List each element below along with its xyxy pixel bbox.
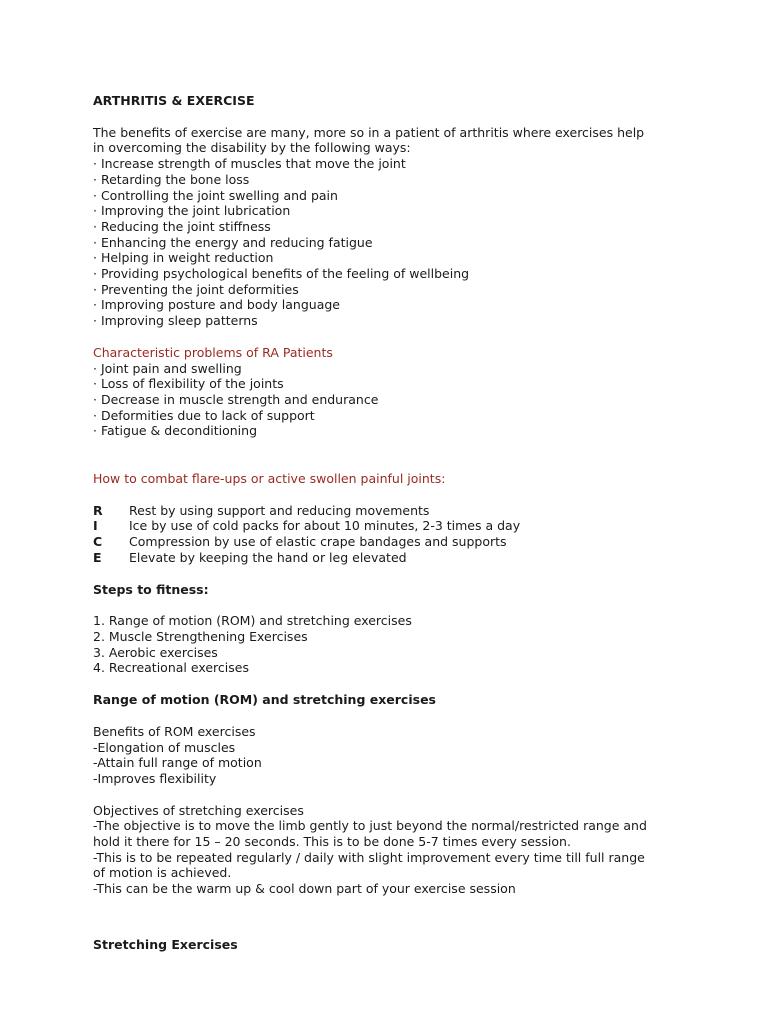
intro-line-2: in overcoming the disability by the following ways: [93,140,411,156]
rice-text: Elevate by keeping the hand or leg elevated [129,549,407,565]
rice-letter: R [93,502,103,518]
list-item: -Attain full range of motion [93,755,262,771]
list-item: · Improving posture and body language [93,297,340,313]
rice-text: Compression by use of elastic crape bandages and supports [129,534,507,550]
list-item: · Increase strength of muscles that move the joint [93,156,406,172]
objective-line: -This can be the warm up & cool down part of your exercise session [93,881,516,897]
rice-row [93,518,733,534]
benefits-list [93,156,733,329]
rice-letter: E [93,549,102,565]
list-item: · Deformities due to lack of support [93,407,315,423]
ra-problems-list [93,361,733,440]
list-item: · Improving the joint lubrication [93,203,291,219]
rice-row [93,503,733,519]
steps-list [93,613,733,676]
list-item: · Reducing the joint stiffness [93,218,271,234]
rice-row [93,534,733,550]
objectives-title: Objectives of stretching exercises [93,802,304,818]
rice-letter: C [93,534,103,550]
list-item: · Controlling the joint swelling and pain [93,187,338,203]
rice-letter: I [93,518,98,534]
rice-text: Rest by using support and reducing movements [129,502,430,518]
flare-ups-heading: How to combat flare-ups or active swollen painful joints: [93,471,446,487]
list-item: -Elongation of muscles [93,739,236,755]
list-item: 3. Aerobic exercises [93,644,218,660]
list-item: · Loss of flexibility of the joints [93,376,284,392]
ra-problems-heading: Characteristic problems of RA Patients [93,344,333,360]
stretching-heading: Stretching Exercises [93,936,238,952]
rice-list [93,503,733,566]
list-item: · Improving sleep patterns [93,313,258,329]
list-item: 2. Muscle Strengthening Exercises [93,628,308,644]
list-item: · Fatigue & deconditioning [93,423,258,439]
list-item: · Decrease in muscle strength and endurance [93,391,379,407]
intro-line-1: The benefits of exercise are many, more so in a patient of arthritis where exercises help [93,124,645,140]
list-item: · Providing psychological benefits of the feeling of wellbeing [93,266,470,282]
list-item: · Helping in weight reduction [93,250,274,266]
rom-heading: Range of motion (ROM) and stretching exercises [93,692,436,708]
objective-line: of motion is achieved. [93,865,232,881]
list-item: · Enhancing the energy and reducing fatigue [93,234,373,250]
list-item: · Preventing the joint deformities [93,281,299,297]
list-item: 4. Recreational exercises [93,660,249,676]
rom-benefits-list [93,740,733,787]
steps-heading: Steps to fitness: [93,581,209,597]
objective-line: hold it there for 15 – 20 seconds. This is to be done 5-7 times every session. [93,834,571,850]
list-item: · Retarding the bone loss [93,171,250,187]
rice-text: Ice by use of cold packs for about 10 minutes, 2-3 times a day [129,518,521,534]
document-page [93,93,733,953]
rice-row [93,550,733,566]
document-title: ARTHRITIS & EXERCISE [93,93,255,108]
objective-line: -The objective is to move the limb gently to just beyond the normal/restricted range and [93,818,647,834]
objective-line: -This is to be repeated regularly / daily with slight improvement every time till full range [93,849,645,865]
list-item: · Joint pain and swelling [93,360,242,376]
list-item: -Improves flexibility [93,770,217,786]
rom-benefits-title: Benefits of ROM exercises [93,723,256,739]
list-item: 1. Range of motion (ROM) and stretching exercises [93,613,412,629]
